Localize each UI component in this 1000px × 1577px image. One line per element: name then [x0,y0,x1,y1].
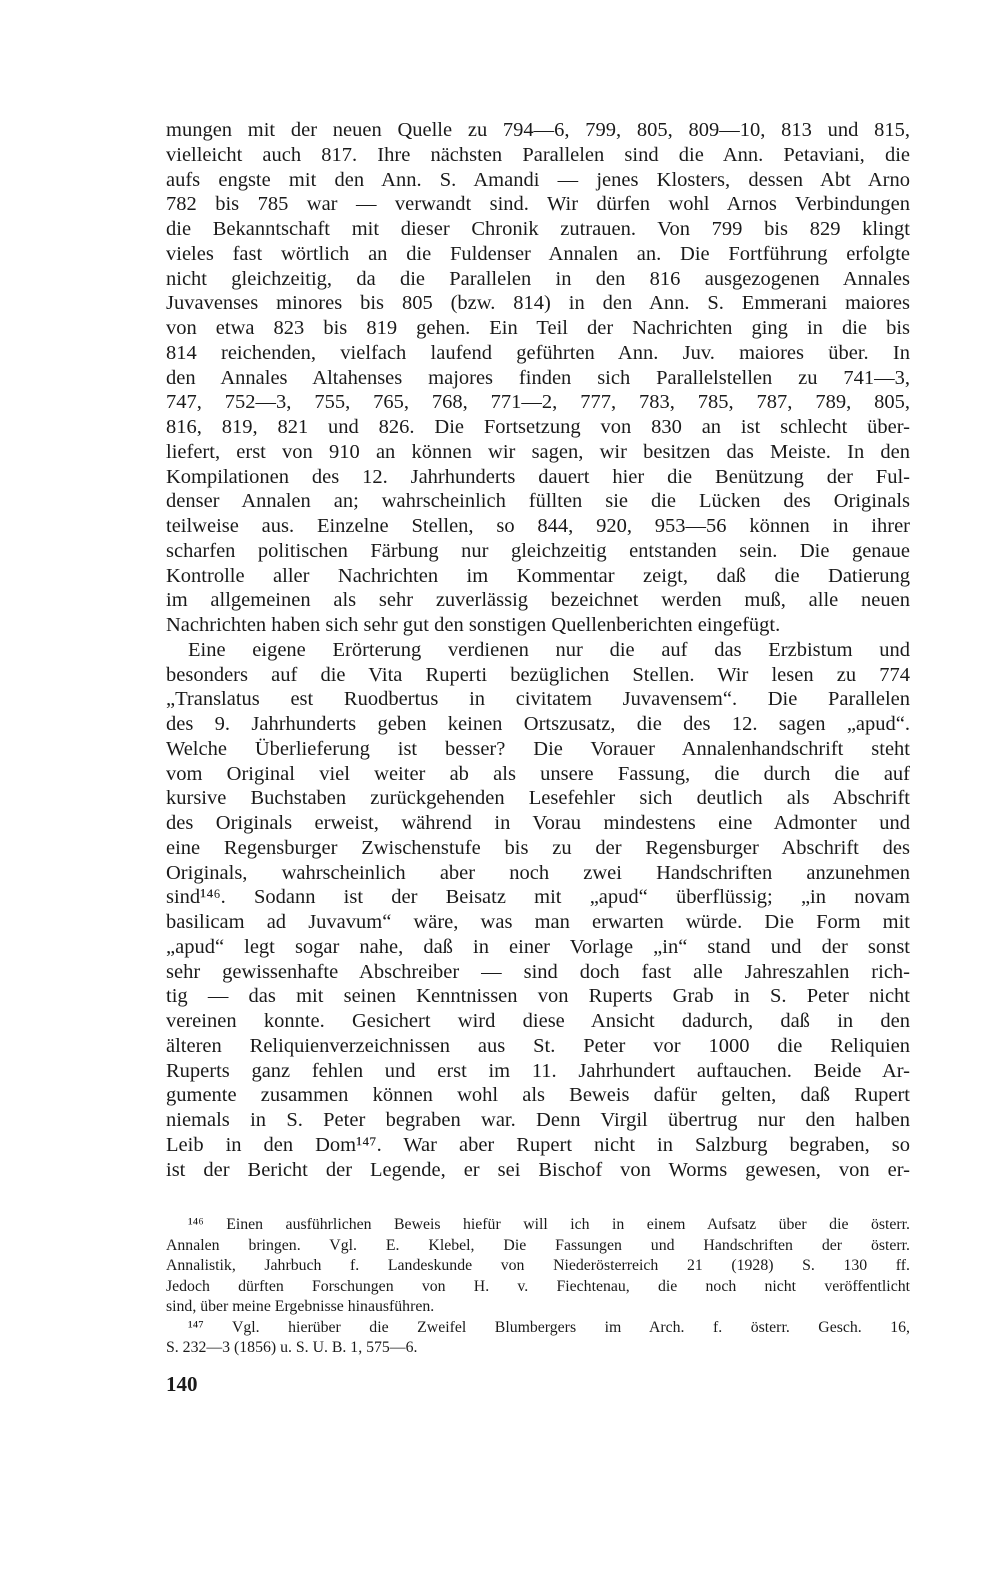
page-number: 140 [166,1372,198,1396]
text-line: Welche Überlieferung ist besser? Die Vorauer Annalenhandschrift steht [166,737,910,760]
text-line: Nachrichten haben sich sehr gut den sonstigen Quellenberichten eingefügt. [166,614,781,636]
text-line: sehr gewissenhafte Abschreiber — sind doch fast alle Jahreszahlen rich- [166,960,910,983]
text-line: tig — das mit seinen Kenntnissen von Ruperts Grab in S. Peter nicht [166,985,910,1008]
text-line: im allgemeinen als sehr zuverlässig bezeichnet werden muß, alle neuen [166,589,910,612]
text-line: niemals in S. Peter begraben war. Denn Virgil übertrug nur den halben [166,1109,910,1131]
text-line: besonders auf die Vita Ruperti bezüglichen Stellen. Wir lesen zu 774 [166,663,910,686]
text-line: 747, 752—3, 755, 765, 768, 771—2, 777, 783, 785, 787, 789, 805, [166,391,910,414]
text-line: mungen mit der neuen Quelle zu 794—6, 799, 805, 809—10, 813 und 815, [166,119,910,141]
text-line: nicht gleichzeitig, da die Parallelen in den 816 ausgezogenen Annales [166,267,910,290]
text-line: des Originals erweist, während in Vorau mindestens eine Admonter und [166,812,910,834]
paragraph-start-line: Eine eigene Erörterung verdienen nur die auf das Erzbistum und [188,638,910,661]
footnote-147-line: S. 232—3 (1856) u. S. U. B. 1, 575—6. [166,1339,418,1356]
text-line: scharfen politischen Färbung nur gleichzeitig entstanden sein. Die genaue [166,539,910,562]
text-line: aufs engste mit den Ann. S. Amandi — jenes Klosters, dessen Abt Arno [166,168,910,191]
text-line: vom Original viel weiter ab als unsere Fassung, die durch die auf [166,762,910,785]
text-line: Kompilationen des 12. Jahrhunderts dauert hier die Benützung der Ful- [166,465,910,488]
footnote-146-line: ¹⁴⁶ Einen ausführlichen Beweis hiefür will ich in einem Aufsatz über die österr. [188,1216,910,1233]
text-line: vielleicht auch 817. Ihre nächsten Parallelen sind die Ann. Petaviani, die [166,143,910,166]
text-line: Kontrolle aller Nachrichten im Kommentar zeigt, daß die Datierung [166,564,910,587]
text-line: Juvavenses minores bis 805 (bzw. 814) in den Ann. S. Emmerani maiores [166,292,910,315]
text-line: Leib in den Dom¹⁴⁷. War aber Rupert nicht in Salzburg begraben, so [166,1133,910,1156]
text-line: 814 reichenden, vielfach laufend geführten Ann. Juv. maiores über. In [166,341,910,364]
text-line: teilweise aus. Einzelne Stellen, so 844, 920, 953—56 können in ihrer [166,515,910,537]
text-line: eine Regensburger Zwischenstufe bis zu der Regensburger Abschrift des [166,836,910,859]
text-line: ist der Bericht der Legende, er sei Bischof von Worms gewesen, von er- [166,1158,910,1181]
text-line: die Bekanntschaft mit dieser Chronik zutrauen. Von 799 bis 829 klingt [166,218,910,240]
footnote-146-line: Jedoch dürften Forschungen von H. v. Fiechtenau, die noch nicht veröffentlicht [166,1277,910,1295]
text-line: vereinen konnte. Gesichert wird diese Ansicht dadurch, daß in den [166,1010,910,1032]
text-line: den Annales Altahenses majores finden sich Parallelstellen zu 741—3, [166,366,910,389]
text-line: Ruperts ganz fehlen und erst im 11. Jahrhundert auftauchen. Beide Ar- [166,1059,910,1082]
footnote-146-line: Annalen bringen. Vgl. E. Klebel, Die Fassungen und Handschriften der österr. [166,1236,910,1254]
text-line: Originals, wahrscheinlich aber noch zwei Handschriften anzunehmen [166,861,910,884]
text-line: sind¹⁴⁶. Sodann ist der Beisatz mit „apud“ überflüssig; „in novam [166,886,910,909]
text-line: kursive Buchstaben zurückgehenden Lesefehler sich deutlich als Abschrift [166,787,910,810]
text-line: des 9. Jahrhunderts geben keinen Ortszusatz, die des 12. sagen „apud“. [166,713,910,735]
text-line: liefert, erst von 910 an können wir sagen, wir besitzen das Meiste. In den [166,440,910,463]
footnote-146-line: Annalistik, Jahrbuch f. Landeskunde von Niederösterreich 21 (1928) S. 130 ff. [166,1257,910,1274]
text-line: gumente zusammen können wohl als Beweis dafür gelten, daß Rupert [166,1084,910,1107]
text-line: „apud“ legt sogar nahe, daß in einer Vorlage „in“ stand und der sonst [166,935,910,958]
text-line: basilicam ad Juvavum“ wäre, was man erwarten würde. Die Form mit [166,911,910,933]
footnotes [166,1215,910,1359]
main-text [166,118,910,1182]
footnote-146-line: sind, über meine Ergebnisse hinausführen. [166,1298,435,1315]
text-line: denser Annalen an; wahrscheinlich füllten sie die Lücken des Originals [166,490,910,513]
text-line: von etwa 823 bis 819 gehen. Ein Teil der Nachrichten ging in die bis [166,317,910,339]
text-line: 816, 819, 821 und 826. Die Fortsetzung von 830 an ist schlecht über- [166,416,910,438]
text-line: vieles fast wörtlich an die Fuldenser Annalen an. Die Fortführung erfolgte [166,242,910,265]
text-line: älteren Reliquienverzeichnissen aus St. Peter vor 1000 die Reliquien [166,1034,910,1057]
footnote-147-line: ¹⁴⁷ Vgl. hierüber die Zweifel Blumbergers im Arch. f. österr. Gesch. 16, [188,1318,910,1336]
text-line: 782 bis 785 war — verwandt sind. Wir dürfen wohl Arnos Verbindungen [166,193,910,216]
text-line: „Translatus est Ruodbertus in civitatem Juvavensem“. Die Parallelen [166,688,910,711]
